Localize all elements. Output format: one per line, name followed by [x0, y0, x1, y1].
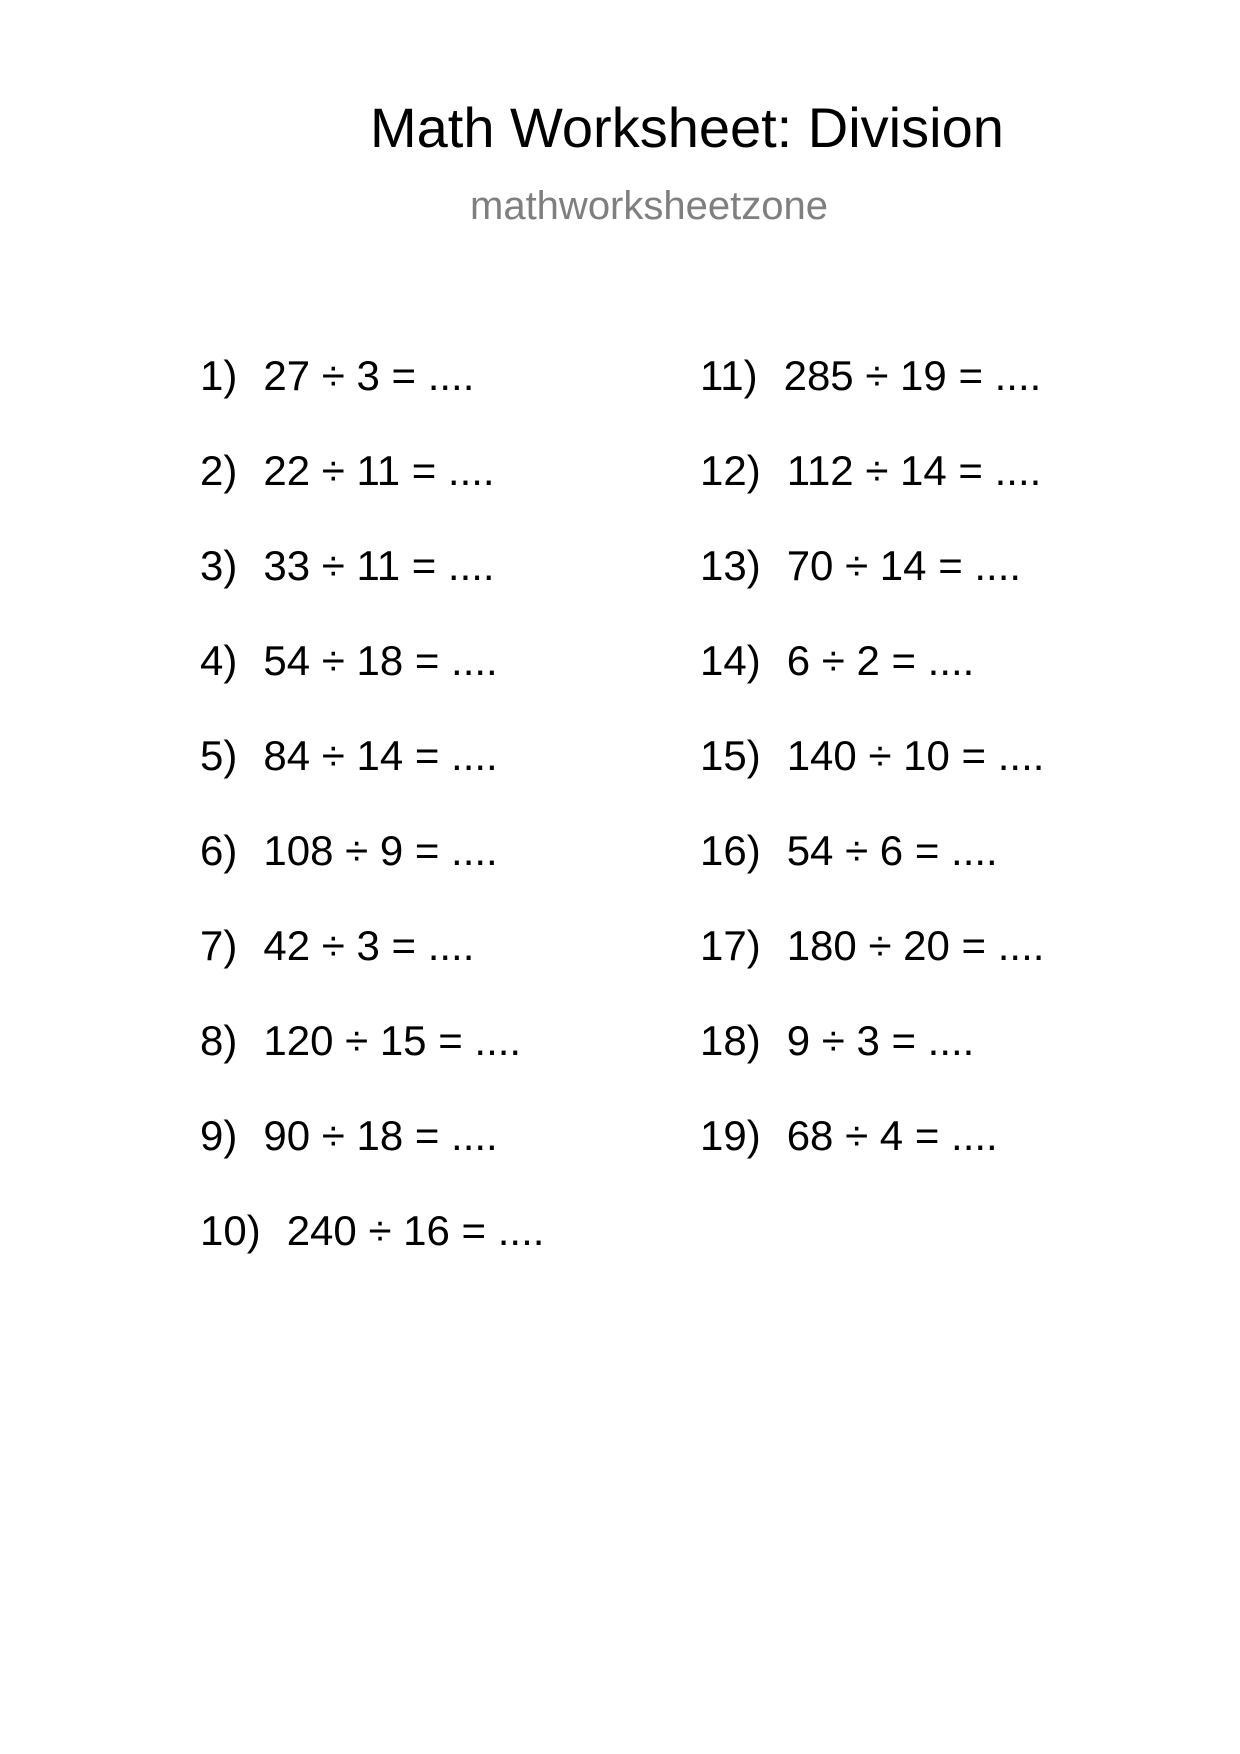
problem-item	[200, 352, 544, 447]
worksheet-source: mathworksheetzone	[470, 184, 828, 228]
problem-item	[200, 732, 544, 827]
problem-item	[200, 922, 544, 1017]
problem-number: 10)	[200, 1207, 261, 1254]
problem-list-left	[200, 352, 544, 1302]
problem-number: 2)	[200, 447, 238, 494]
problem-item	[700, 542, 1044, 637]
problem-item	[200, 637, 544, 732]
problem-expression: 68 ÷ 4 = ....	[786, 1112, 998, 1159]
problem-number: 18)	[700, 1017, 761, 1064]
problem-expression: 108 ÷ 9 = ....	[263, 827, 498, 874]
problem-number: 14)	[700, 637, 761, 684]
problem-expression: 70 ÷ 14 = ....	[786, 542, 1022, 589]
problem-expression: 112 ÷ 14 = ....	[786, 447, 1042, 494]
problem-expression: 84 ÷ 14 = ....	[263, 732, 498, 779]
problem-number: 16)	[700, 827, 761, 874]
problem-expression: 54 ÷ 6 = ....	[786, 827, 998, 874]
problem-expression: 9 ÷ 3 = ....	[786, 1017, 975, 1064]
worksheet-title: Math Worksheet: Division	[370, 96, 1004, 159]
problem-number: 8)	[200, 1017, 238, 1064]
problem-item	[200, 1207, 544, 1302]
problem-item	[200, 542, 544, 637]
problem-number: 6)	[200, 827, 238, 874]
problem-expression: 240 ÷ 16 = ....	[286, 1207, 545, 1254]
problem-item	[700, 352, 1044, 447]
problem-expression: 90 ÷ 18 = ....	[263, 1112, 498, 1159]
problem-number: 11)	[700, 352, 758, 399]
problem-number: 17)	[700, 922, 761, 969]
problem-number: 15)	[700, 732, 761, 779]
problem-expression: 22 ÷ 11 = ....	[263, 447, 495, 494]
problem-expression: 180 ÷ 20 = ....	[786, 922, 1045, 969]
problem-item	[200, 447, 544, 542]
problem-expression: 42 ÷ 3 = ....	[263, 922, 475, 969]
problem-number: 19)	[700, 1112, 761, 1159]
problem-number: 4)	[200, 637, 238, 684]
problem-expression: 6 ÷ 2 = ....	[786, 637, 975, 684]
problem-expression: 33 ÷ 11 = ....	[263, 542, 495, 589]
problem-expression: 140 ÷ 10 = ....	[786, 732, 1045, 779]
problem-item	[700, 447, 1044, 542]
problem-expression: 54 ÷ 18 = ....	[263, 637, 498, 684]
problem-expression: 27 ÷ 3 = ....	[263, 352, 475, 399]
problem-item	[200, 827, 544, 922]
problem-number: 7)	[200, 922, 238, 969]
problem-item	[700, 732, 1044, 827]
problem-item	[200, 1112, 544, 1207]
problem-number: 12)	[700, 447, 761, 494]
problem-item	[700, 922, 1044, 1017]
problem-number: 5)	[200, 732, 238, 779]
problem-item	[700, 1017, 1044, 1112]
problem-number: 9)	[200, 1112, 238, 1159]
problem-expression: 120 ÷ 15 = ....	[263, 1017, 522, 1064]
problem-item	[700, 637, 1044, 732]
problem-expression: 285 ÷ 19 = ....	[783, 352, 1042, 399]
problem-number: 3)	[200, 542, 238, 589]
problem-list-right	[700, 352, 1044, 1207]
problem-item	[700, 1112, 1044, 1207]
problem-item	[700, 827, 1044, 922]
problem-item	[200, 1017, 544, 1112]
problem-number: 13)	[700, 542, 761, 589]
problem-number: 1)	[200, 352, 238, 399]
